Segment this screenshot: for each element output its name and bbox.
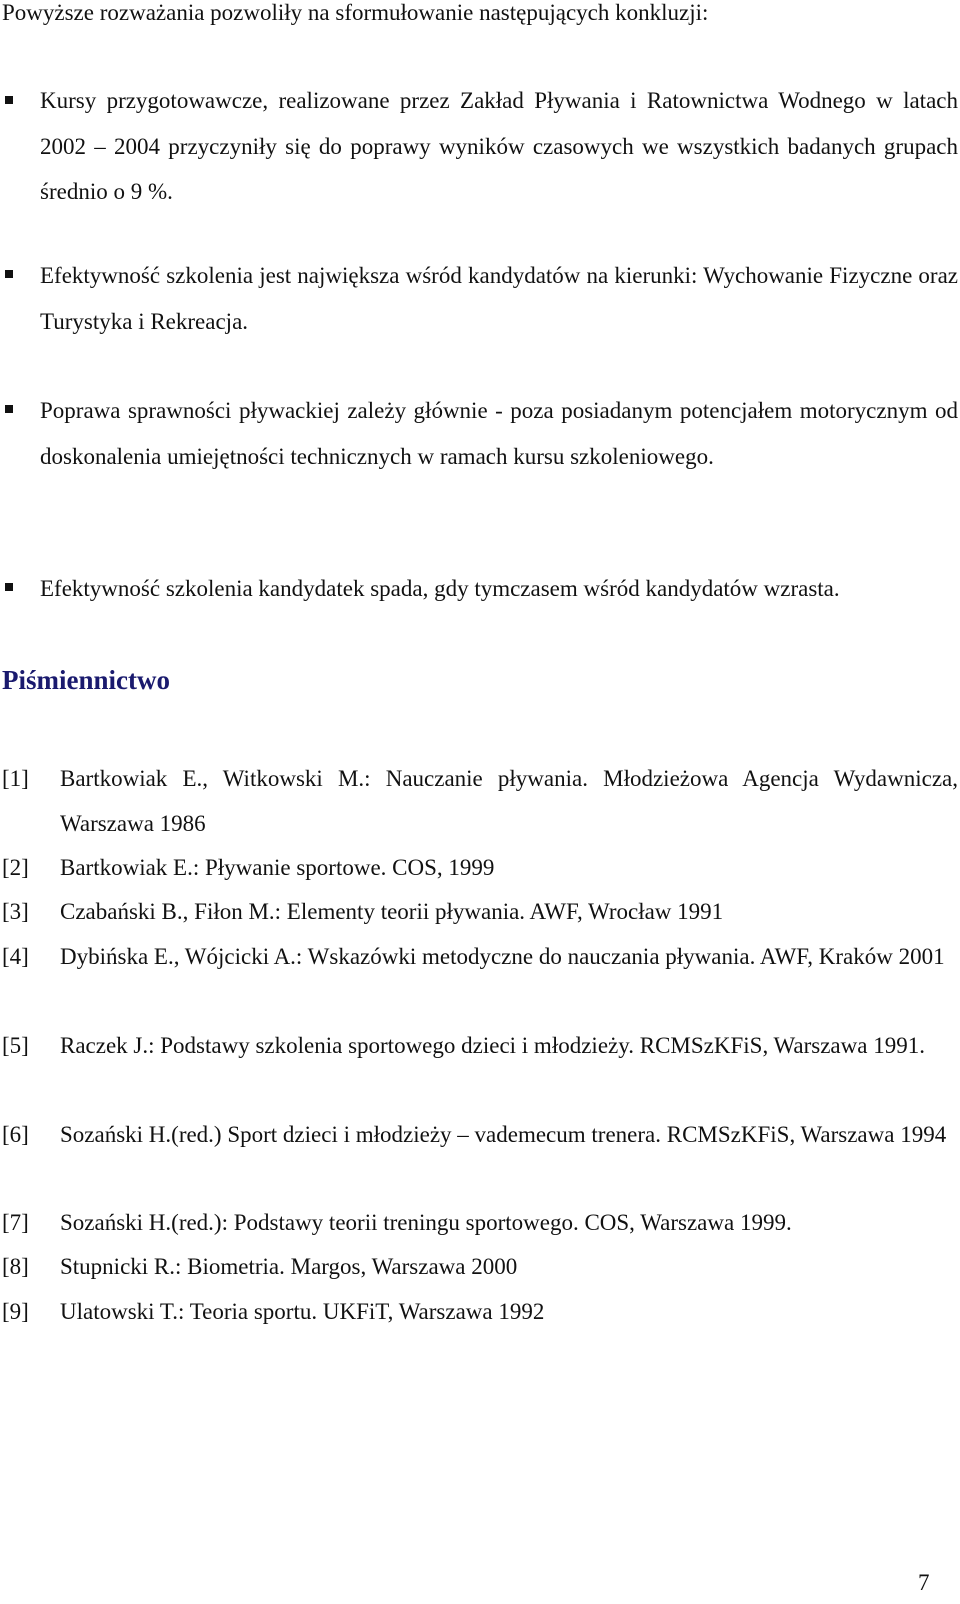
square-bullet-icon — [5, 405, 13, 413]
square-bullet-icon — [5, 270, 13, 278]
reference-text: Czabański B., Fiłon M.: Elementy teorii pływania. AWF, Wrocław 1991 — [60, 899, 724, 924]
conclusion-text: Efektywność szkolenia kandydatek spada, gdy tymczasem wśród kandydatów wzrasta. — [40, 576, 840, 601]
reference-text: Raczek J.: Podstawy szkolenia sportowego dzieci i młodzieży. RCMSzKFiS, Warszawa 1991. — [60, 1033, 925, 1058]
reference-text: Bartkowiak E.: Pływanie sportowe. COS, 1999 — [60, 855, 495, 880]
reference-number: [1] — [2, 766, 29, 791]
conclusion-text: Kursy przygotowawcze, realizowane przez Zakład Pływania i Ratownictwa Wodnego w latach 2002 – 2004 przyczyniły się do poprawy wyników czasowych we wszystkich badanych grupach średnio o 9 %. — [40, 88, 958, 204]
conclusion-text: Efektywność szkolenia jest największa wśród kandydatów na kierunki: Wychowanie Fizyczne oraz Turystyka i Rekreacja. — [40, 263, 958, 334]
reference-text: Sozański H.(red.): Podstawy teorii treningu sportowego. COS, Warszawa 1999. — [60, 1210, 792, 1235]
reference-number: [7] — [2, 1210, 29, 1235]
reference-number: [6] — [2, 1122, 29, 1147]
intro-paragraph: Powyższe rozważania pozwoliły na sformułowanie następujących konkluzji: — [2, 0, 709, 25]
reference-text: Sozański H.(red.) Sport dzieci i młodzieży – vademecum trenera. RCMSzKFiS, Warszawa 1994 — [60, 1122, 947, 1147]
reference-number: [8] — [2, 1254, 29, 1279]
reference-number: [5] — [2, 1033, 29, 1058]
page-number: 7 — [918, 1570, 930, 1595]
reference-number: [4] — [2, 944, 29, 969]
reference-number: [2] — [2, 855, 29, 880]
reference-text: Stupnicki R.: Biometria. Margos, Warszawa 2000 — [60, 1254, 518, 1279]
reference-text: Bartkowiak E., Witkowski M.: Nauczanie pływania. Młodzieżowa Agencja Wydawnicza, Warszawa 1986 — [60, 766, 958, 836]
square-bullet-icon — [5, 583, 13, 591]
square-bullet-icon — [5, 96, 13, 104]
reference-number: [9] — [2, 1299, 29, 1324]
reference-text: Ulatowski T.: Teoria sportu. UKFiT, Warszawa 1992 — [60, 1299, 545, 1324]
reference-number: [3] — [2, 899, 29, 924]
conclusion-text: Poprawa sprawności pływackiej zależy głównie - poza posiadanym potencjałem motorycznym od doskonalenia umiejętności technicznych w ramach kursu szkoleniowego. — [40, 398, 958, 469]
references-heading: Piśmiennictwo — [2, 665, 170, 695]
reference-text: Dybińska E., Wójcicki A.: Wskazówki metodyczne do nauczania pływania. AWF, Kraków 2001 — [60, 944, 945, 969]
